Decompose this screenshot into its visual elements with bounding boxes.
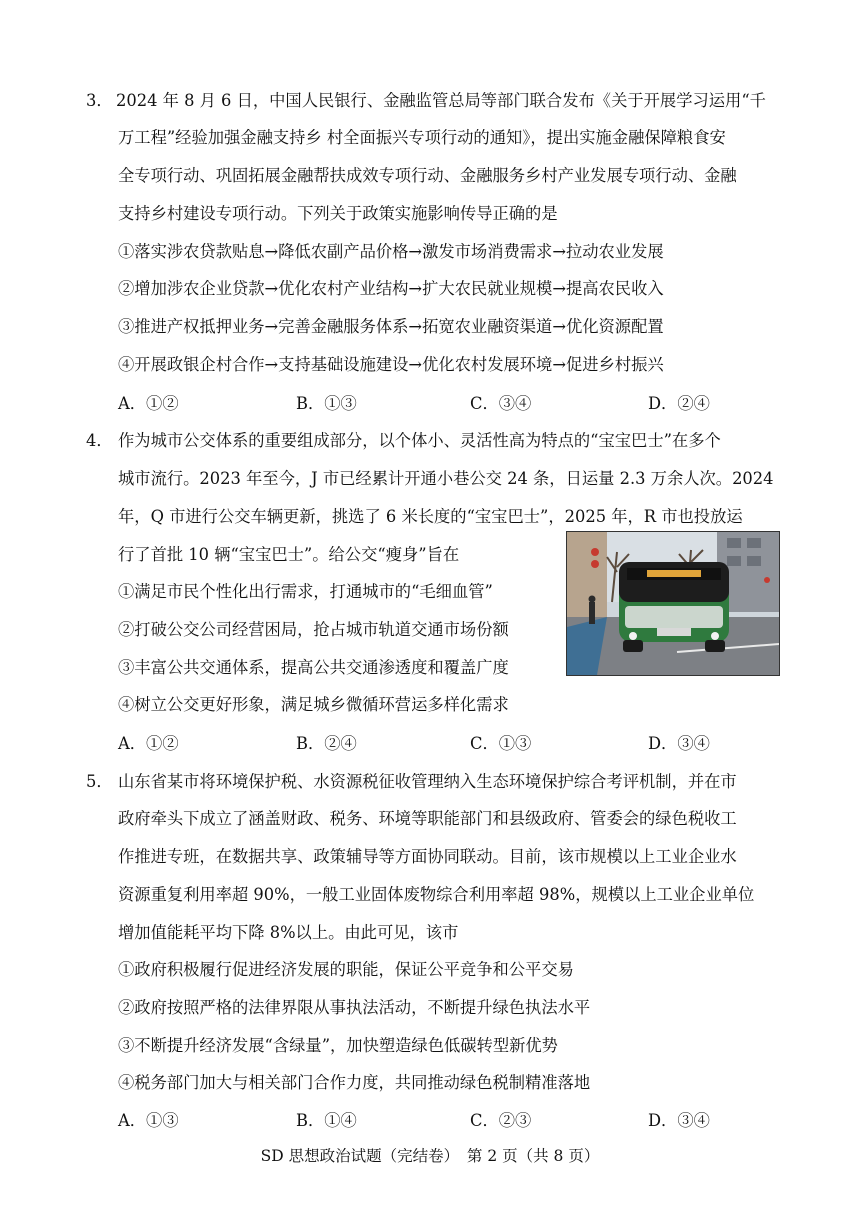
question-5-option-a: A．①③ xyxy=(118,1111,179,1130)
question-4-statement: ④树立公交更好形象，满足城乡微循环营运多样化需求 xyxy=(118,695,509,714)
question-4-line: 作为城市公交体系的重要组成部分，以个体小、灵活性高为特点的“宝宝巴士”在多个 xyxy=(118,431,721,450)
question-4-statement: ③丰富公共交通体系，提高公共交通渗透度和覆盖广度 xyxy=(118,658,509,677)
question-4-option-a: A．①② xyxy=(118,734,179,753)
question-3-line: 支持乡村建设专项行动。下列关于政策实施影响传导正确的是 xyxy=(118,204,558,223)
question-5-line: 资源重复利用率超 90%，一般工业固体废物综合利用率超 98%，规模以上工业企业单位 xyxy=(118,885,755,904)
question-5-line: 政府牵头下成立了涵盖财政、税务、环境等职能部门和县级政府、管委会的绿色税收工 xyxy=(118,809,737,828)
question-3-option-a: A．①② xyxy=(118,394,179,413)
question-3-statement: ②增加涉农企业贷款→优化农村产业结构→扩大农民就业规模→提高农民收入 xyxy=(118,279,664,298)
question-5-option-d: D．③④ xyxy=(648,1111,710,1130)
question-3-statement: ④开展政银企村合作→支持基础设施建设→优化农村发展环境→促进乡村振兴 xyxy=(118,355,664,374)
question-4-option-c: C．①③ xyxy=(470,734,532,753)
question-3-option-c: C．③④ xyxy=(470,394,532,413)
question-4-line: 城市流行。2023 年至今，J 市已经累计开通小巷公交 24 条，日运量 2.3 万余人次。2024 xyxy=(118,469,774,488)
bus-photo-illustration xyxy=(567,532,779,675)
question-3-number: 3． xyxy=(86,91,113,110)
question-5-line: 作推进专班，在数据共享、政策辅导等方面协同联动。目前，该市规模以上工业企业水 xyxy=(118,847,737,866)
page-footer: SD 思想政治试题（完结卷） 第 2 页（共 8 页） xyxy=(260,1147,600,1165)
question-3-line: 2024 年 8 月 6 日，中国人民银行、金融监管总局等部门联合发布《关于开展学习运用“千 xyxy=(116,91,766,110)
question-4-line: 年，Q 市进行公交车辆更新，挑选了 6 米长度的“宝宝巴士”，2025 年，R 市也投放运 xyxy=(118,507,743,526)
question-4-statement: ②打破公交公司经营困局，抢占城市轨道交通市场份额 xyxy=(118,620,509,639)
question-3-statement: ③推进产权抵押业务→完善金融服务体系→拓宽农业融资渠道→优化资源配置 xyxy=(118,317,664,336)
question-4-statement: ①满足市民个性化出行需求，打通城市的“毛细血管” xyxy=(118,582,493,601)
question-4-number: 4． xyxy=(86,431,113,450)
question-3-option-d: D．②④ xyxy=(648,394,710,413)
question-5-line: 增加值能耗平均下降 8%以上。由此可见，该市 xyxy=(118,923,459,942)
question-5-number: 5． xyxy=(86,772,113,791)
question-5-statement: ③不断提升经济发展“含绿量”，加快塑造绿色低碳转型新优势 xyxy=(118,1036,558,1055)
question-5-line: 山东省某市将环境保护税、水资源税征收管理纳入生态环境保护综合考评机制，并在市 xyxy=(118,772,737,791)
question-4-option-d: D．③④ xyxy=(648,734,710,753)
question-3-line: 全专项行动、巩固拓展金融帮扶成效专项行动、金融服务乡村产业发展专项行动、金融 xyxy=(118,166,737,185)
bus-photo xyxy=(566,531,780,676)
question-3-option-b: B．①③ xyxy=(296,394,357,413)
question-5-statement: ①政府积极履行促进经济发展的职能，保证公平竞争和公平交易 xyxy=(118,960,574,979)
question-5-statement: ②政府按照严格的法律界限从事执法活动，不断提升绿色执法水平 xyxy=(118,998,591,1017)
question-5-option-b: B．①④ xyxy=(296,1111,357,1130)
question-4-option-b: B．②④ xyxy=(296,734,357,753)
question-4-line: 行了首批 10 辆“宝宝巴士”。给公交“瘦身”旨在 xyxy=(118,545,460,564)
question-3-statement: ①落实涉农贷款贴息→降低农副产品价格→激发市场消费需求→拉动农业发展 xyxy=(118,242,664,261)
question-3-line: 万工程”经验加强金融支持乡 村全面振兴专项行动的通知》，提出实施金融保障粮食安 xyxy=(118,128,726,147)
question-5-statement: ④税务部门加大与相关部门合作力度，共同推动绿色税制精准落地 xyxy=(118,1073,591,1092)
question-5-option-c: C．②③ xyxy=(470,1111,532,1130)
